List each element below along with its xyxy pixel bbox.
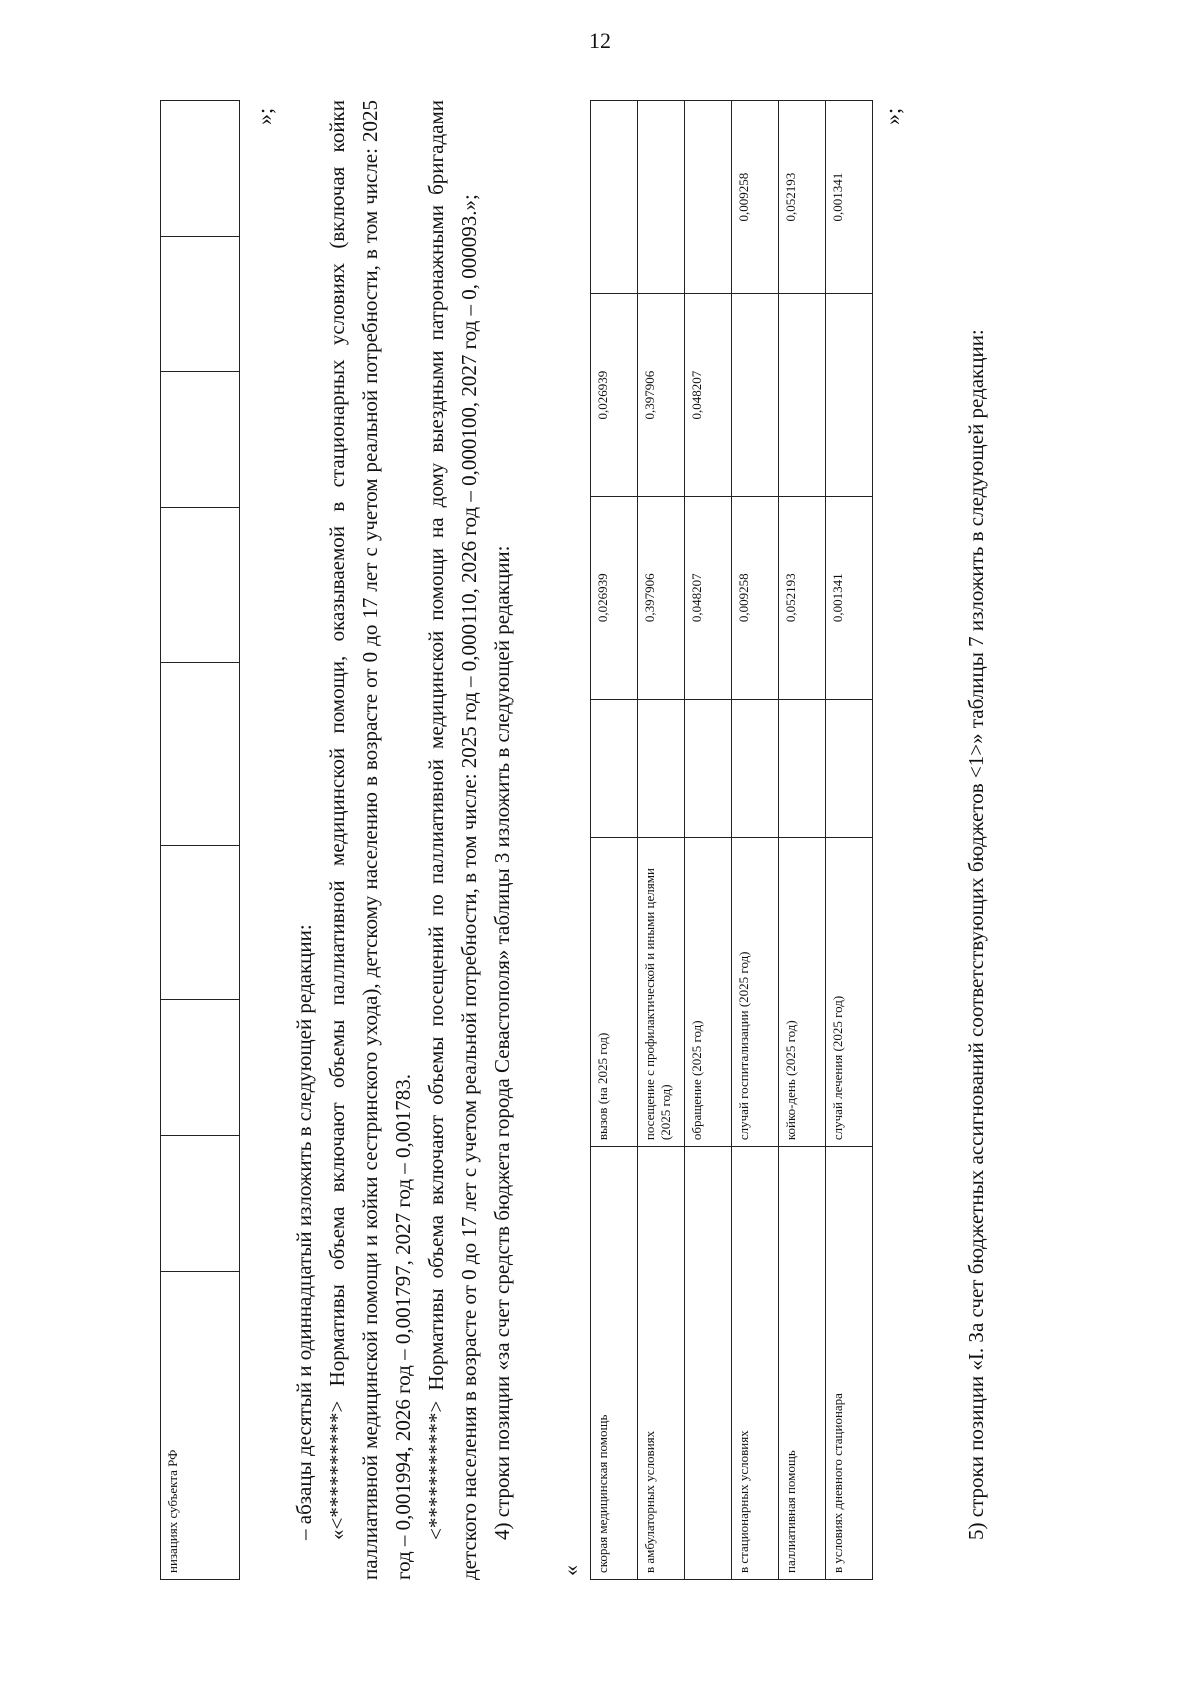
opening-quote: « bbox=[558, 1565, 583, 1576]
empty-cell bbox=[732, 699, 779, 838]
value-cell bbox=[732, 294, 779, 497]
table-row bbox=[161, 101, 240, 1580]
value-cell: 0,397906 bbox=[638, 294, 685, 497]
value-cell: 0,052193 bbox=[779, 101, 826, 294]
category-cell: в амбулаторных условиях bbox=[638, 1147, 685, 1580]
paragraph: 5) строки позиции «I. За счет бюджетных ассигнований соответствующих бюджетов <1>» таблицы 7 изложить в следующей редакции: bbox=[964, 329, 988, 1540]
body-text bbox=[288, 100, 519, 1580]
value-cell bbox=[591, 101, 638, 294]
table3-rows bbox=[590, 100, 873, 1580]
table-cell bbox=[161, 236, 240, 372]
category-cell bbox=[685, 1147, 732, 1580]
table-row bbox=[685, 101, 732, 1580]
empty-cell bbox=[591, 699, 638, 838]
unit-cell: случай госпитализации (2025 год) bbox=[732, 838, 779, 1147]
table-cell bbox=[161, 508, 240, 663]
value-cell: 0,026939 bbox=[591, 496, 638, 699]
empty-cell bbox=[826, 699, 873, 838]
value-cell bbox=[826, 294, 873, 497]
value-cell bbox=[779, 294, 826, 497]
value-cell bbox=[638, 101, 685, 294]
rotated-content bbox=[160, 100, 1100, 1580]
paragraph: «<**********> Нормативы объема включают объемы паллиативной медицинской помощи, оказываемой в стационарных условиях (включая койки паллиативной медицинской помощи и койки сестринского ухода), детскому населению в возрасте от 0 до 17 лет с учетом реальной потребности, в том числе: 2025 год – 0,001994, 2026 год – 0,001797, 2027 год – 0,001783. bbox=[325, 100, 415, 1580]
body-text bbox=[960, 100, 993, 1580]
unit-cell: обращение (2025 год) bbox=[685, 838, 732, 1147]
empty-cell bbox=[685, 699, 732, 838]
table-cell bbox=[161, 1135, 240, 1271]
table-cell bbox=[161, 1000, 240, 1136]
value-cell: 0,026939 bbox=[591, 294, 638, 497]
unit-cell: случай лечения (2025 год) bbox=[826, 838, 873, 1147]
category-cell: в условиях дневного стационара bbox=[826, 1147, 873, 1580]
value-cell: 0,001341 bbox=[826, 101, 873, 294]
value-cell: 0,009258 bbox=[732, 101, 779, 294]
value-cell: 0,001341 bbox=[826, 496, 873, 699]
unit-cell: койко-день (2025 год) bbox=[779, 838, 826, 1147]
table-row bbox=[826, 101, 873, 1580]
paragraph: 4) строки позиции «за счет средств бюджета города Севастополя» таблицы 3 изложить в следующей редакции: bbox=[490, 545, 514, 1540]
paragraph: – абзацы десятый и одиннадцатый изложить в следующей редакции: bbox=[292, 924, 316, 1540]
table-cell bbox=[161, 101, 240, 237]
paragraph: <***********> Нормативы объема включают объемы посещений по паллиативной медицинской помощи на дому выездными патронажными бригадами детского населения в возрасте от 0 до 17 лет с учетом реальной потребности, в том числе: 2025 год – 0,000110, 2026 год – 0,000100, 2027 год – 0, 000093.»; bbox=[424, 100, 481, 1580]
unit-cell: посещение с профилактической и иными целями (2025 год) bbox=[638, 838, 685, 1147]
table-cell bbox=[161, 372, 240, 508]
category-cell: в стационарных условиях bbox=[732, 1147, 779, 1580]
category-cell: паллиативная помощь bbox=[779, 1147, 826, 1580]
value-cell bbox=[685, 101, 732, 294]
table-cell bbox=[161, 662, 240, 845]
empty-cell bbox=[779, 699, 826, 838]
value-cell: 0,048207 bbox=[685, 496, 732, 699]
table-cell: низациях субъекта РФ bbox=[161, 1271, 240, 1579]
value-cell: 0,048207 bbox=[685, 294, 732, 497]
value-cell: 0,397906 bbox=[638, 496, 685, 699]
unit-cell: вызов (на 2025 год) bbox=[591, 838, 638, 1147]
category-cell: скорая медицинская помощь bbox=[591, 1147, 638, 1580]
closing-quote: »; bbox=[880, 107, 905, 125]
page-number: 12 bbox=[589, 28, 611, 53]
table-cell bbox=[161, 845, 240, 1000]
empty-cell bbox=[638, 699, 685, 838]
table-row bbox=[638, 101, 685, 1580]
closing-quote: »; bbox=[252, 107, 277, 125]
table-row bbox=[591, 101, 638, 1580]
previous-table-fragment bbox=[160, 100, 240, 1580]
value-cell: 0,009258 bbox=[732, 496, 779, 699]
value-cell: 0,052193 bbox=[779, 496, 826, 699]
table-row bbox=[732, 101, 779, 1580]
table-row bbox=[779, 101, 826, 1580]
